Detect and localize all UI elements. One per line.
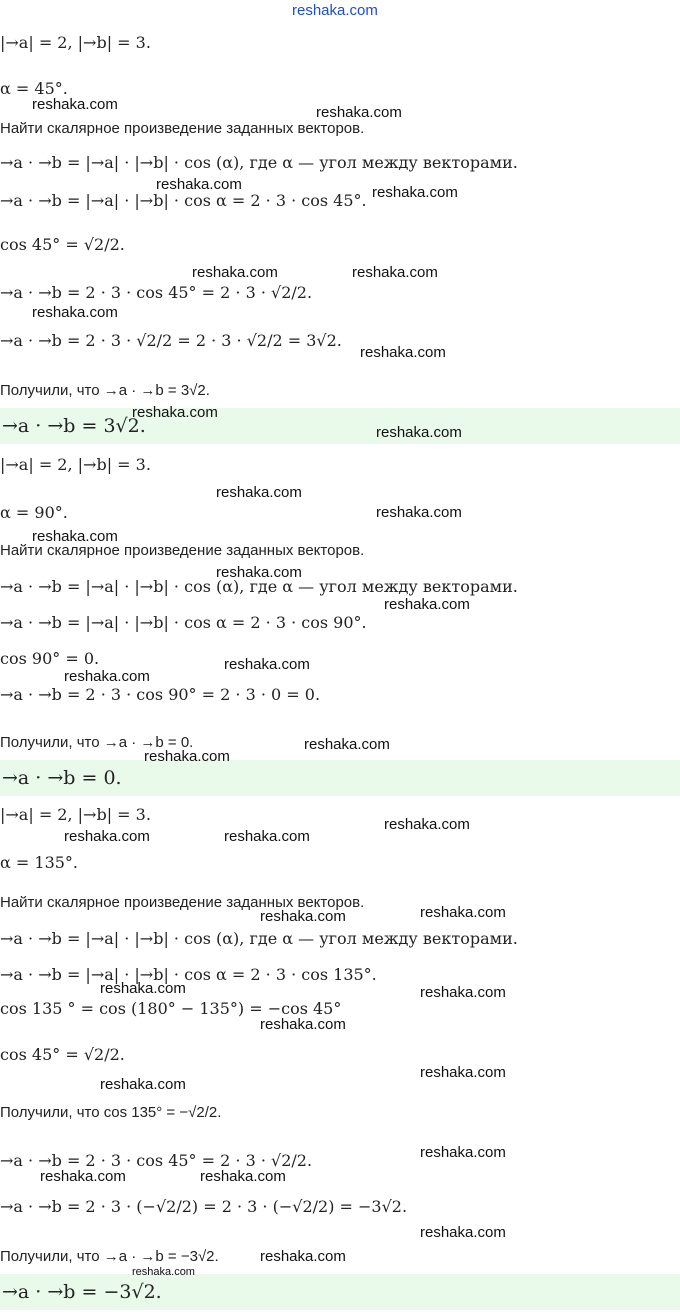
answer-2: →a · →b = 0. xyxy=(2,767,122,789)
step-3-4: cos 45° = √2/2. xyxy=(0,1045,125,1064)
conclusion-3: Получили, что →a · →b = −3√2. xyxy=(0,1248,219,1265)
watermark: reshaka.com xyxy=(420,904,506,921)
watermark: reshaka.com xyxy=(420,1144,506,1161)
watermark: reshaka.com xyxy=(420,1224,506,1241)
step-2-1: →a · →b = |→a| · |→b| · cos (α), где α — угол между векторами. xyxy=(0,577,518,596)
watermark: reshaka.com xyxy=(64,828,150,845)
angle-1: α = 45°. xyxy=(0,79,68,98)
watermark: reshaka.com xyxy=(64,668,150,685)
task-2: Найти скалярное произведение заданных векторов. xyxy=(0,542,365,559)
watermark: reshaka.com xyxy=(360,344,446,361)
task-3: Найти скалярное произведение заданных векторов. xyxy=(0,894,365,911)
watermark: reshaka.com xyxy=(352,264,438,281)
angle-2: α = 90°. xyxy=(0,503,68,522)
watermark: reshaka.com xyxy=(192,264,278,281)
watermark: reshaka.com xyxy=(200,1168,286,1185)
answer-1: →a · →b = 3√2. xyxy=(2,415,146,437)
watermark: reshaka.com xyxy=(32,96,118,113)
conclusion-cos-3: Получили, что cos 135° = −√2/2. xyxy=(0,1104,222,1121)
step-3-6: →a · →b = 2 · 3 · (−√2/2) = 2 · 3 · (−√2/2) = −3√2. xyxy=(0,1197,408,1216)
watermark: reshaka.com xyxy=(376,424,462,441)
answer-3: →a · →b = −3√2. xyxy=(2,1281,162,1303)
watermark: reshaka.com xyxy=(384,596,470,613)
conclusion-1: Получили, что →a · →b = 3√2. xyxy=(0,382,210,399)
watermark: reshaka.com xyxy=(260,1248,346,1265)
step-3-5: →a · →b = 2 · 3 · cos 45° = 2 · 3 · √2/2. xyxy=(0,1151,313,1170)
watermark: reshaka.com xyxy=(260,1016,346,1033)
step-1-3: cos 45° = √2/2. xyxy=(0,235,125,254)
step-2-3: cos 90° = 0. xyxy=(0,649,100,668)
watermark: reshaka.com xyxy=(376,504,462,521)
step-2-2: →a · →b = |→a| · |→b| · cos α = 2 · 3 · cos 90°. xyxy=(0,613,367,632)
watermark: reshaka.com xyxy=(372,184,458,201)
watermark: reshaka.com xyxy=(100,980,186,997)
watermark: reshaka.com xyxy=(420,984,506,1001)
watermark: reshaka.com xyxy=(216,484,302,501)
watermark: reshaka.com xyxy=(316,104,402,121)
task-1: Найти скалярное произведение заданных векторов. xyxy=(0,120,365,137)
watermark: reshaka.com xyxy=(224,828,310,845)
watermark: reshaka.com xyxy=(156,176,242,193)
step-1-1: →a · →b = |→a| · |→b| · cos (α), где α — угол между векторами. xyxy=(0,153,518,172)
watermark: reshaka.com xyxy=(216,564,302,581)
watermark: reshaka.com xyxy=(32,528,118,545)
watermark: reshaka.com xyxy=(224,656,310,673)
given-lengths-3: |→a| = 2, |→b| = 3. xyxy=(0,805,151,824)
watermark: reshaka.com xyxy=(100,1076,186,1093)
watermark: reshaka.com xyxy=(420,1064,506,1081)
step-1-5: →a · →b = 2 · 3 · √2/2 = 2 · 3 · √2/2 = 3√2. xyxy=(0,331,342,350)
watermark: reshaka.com xyxy=(40,1168,126,1185)
step-1-2: →a · →b = |→a| · |→b| · cos α = 2 · 3 · cos 45°. xyxy=(0,191,367,210)
given-lengths-1: |→a| = 2, |→b| = 3. xyxy=(0,33,151,52)
watermark: reshaka.com xyxy=(144,748,230,765)
step-3-3: cos 135 ° = cos (180° − 135°) = −cos 45° xyxy=(0,999,342,1018)
site-watermark[interactable]: reshaka.com xyxy=(292,2,378,19)
given-lengths-2: |→a| = 2, |→b| = 3. xyxy=(0,455,151,474)
step-2-4: →a · →b = 2 · 3 · cos 90° = 2 · 3 · 0 = 0. xyxy=(0,685,321,704)
watermark: reshaka.com xyxy=(132,1266,195,1278)
watermark: reshaka.com xyxy=(260,908,346,925)
step-1-4: →a · →b = 2 · 3 · cos 45° = 2 · 3 · √2/2. xyxy=(0,283,313,302)
watermark: reshaka.com xyxy=(132,404,218,421)
conclusion-2: Получили, что →a · →b = 0. xyxy=(0,734,194,751)
angle-3: α = 135°. xyxy=(0,853,79,872)
step-3-1: →a · →b = |→a| · |→b| · cos (α), где α — угол между векторами. xyxy=(0,929,518,948)
watermark: reshaka.com xyxy=(32,304,118,321)
step-3-2: →a · →b = |→a| · |→b| · cos α = 2 · 3 · cos 135°. xyxy=(0,965,377,984)
watermark: reshaka.com xyxy=(304,736,390,753)
watermark: reshaka.com xyxy=(384,816,470,833)
